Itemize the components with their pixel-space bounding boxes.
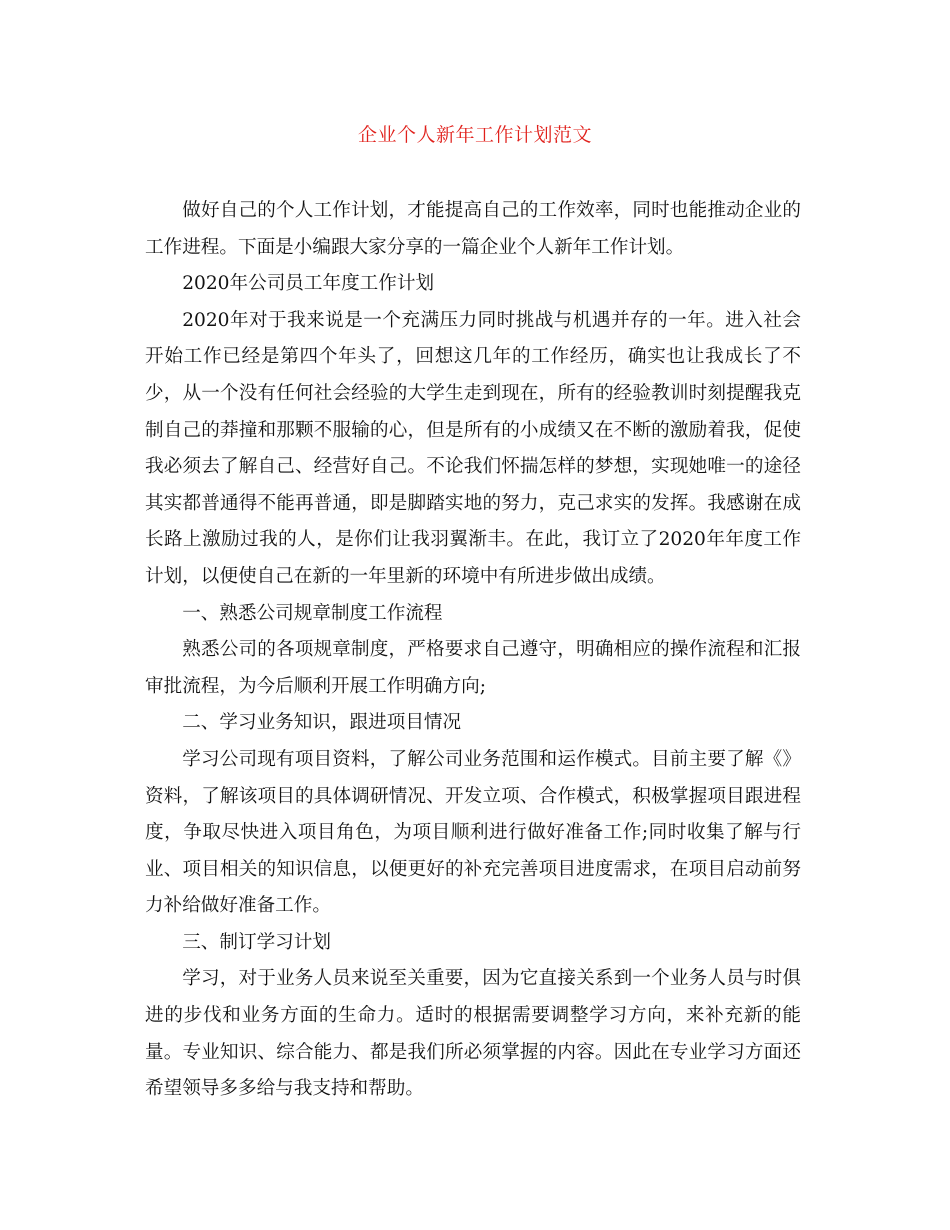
- body-paragraph: 2020年对于我来说是一个充满压力同时挑战与机遇并存的一年。进入社会开始工作已经是第四个年头了，回想这几年的工作经历，确实也让我成长了不少，从一个没有任何社会经验的大学生走到现在，所有的经验教训时刻提醒我克制自己的莽撞和那颗不服输的心，但是所有的小成绩又在不断的激励着我，促使我必须去了解自己、经营好自己。不论我们怀揣怎样的梦想，实现她唯一的途径其实都普通得不能再普通，即是脚踏实地的努力，克己求实的发挥。我感谢在成长路上激励过我的人，是你们让我羽翼渐丰。在此，我订立了2020年年度工作计划，以便使自己在新的一年里新的环境中有所进步做出成绩。: [145, 309, 801, 587]
- section-heading-1: 一、熟悉公司规章制度工作流程: [182, 602, 443, 624]
- body-paragraph: 熟悉公司的各项规章制度，严格要求自己遵守，明确相应的操作流程和汇报审批流程，为今后顺利开展工作明确方向;: [145, 639, 801, 697]
- section-heading-2: 二、学习业务知识，跟进项目情况: [182, 712, 462, 734]
- intro-paragraph: 做好自己的个人工作计划，才能提高自己的工作效率，同时也能推动企业的工作进程。下面是小编跟大家分享的一篇企业个人新年工作计划。: [145, 200, 801, 258]
- body-paragraph: 学习公司现有项目资料，了解公司业务范围和运作模式。目前主要了解《》资料，了解该项目的具体调研情况、开发立项、合作模式，积极掌握项目跟进程度，争取尽快进入项目角色，为项目顺利进行做好准备工作;同时收集了解与行业、项目相关的知识信息，以便更好的补充完善项目进度需求，在项目启动前努力补给做好准备工作。: [145, 748, 801, 917]
- plan-heading: 2020年公司员工年度工作计划: [182, 273, 435, 295]
- document-body: [145, 193, 801, 1108]
- document-title: 企业个人新年工作计划范文: [357, 124, 592, 146]
- section-heading-3: 三、制订学习计划: [182, 931, 331, 953]
- body-paragraph: 学习，对于业务人员来说至关重要，因为它直接关系到一个业务人员与时俱进的步伐和业务方面的生命力。适时的根据需要调整学习方向，来补充新的能量。专业知识、综合能力、都是我们所必须掌握的内容。因此在专业学习方面还希望领导多多给与我支持和帮助。: [145, 968, 801, 1100]
